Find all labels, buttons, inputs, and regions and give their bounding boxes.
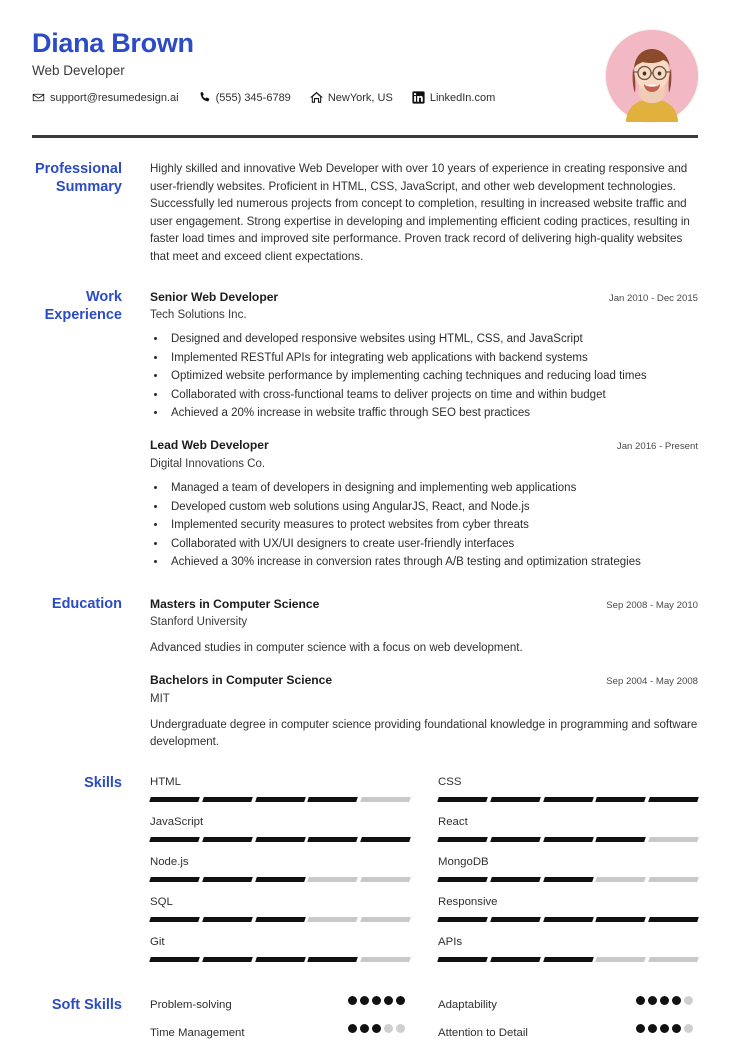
- skill-level-bars: [150, 957, 410, 962]
- soft-skill-level-dot: [684, 996, 693, 1005]
- skill-name: Responsive: [438, 895, 498, 908]
- soft-skill-level-dot: [372, 996, 381, 1005]
- skill-level-bars: [150, 877, 410, 882]
- skill-level-segment: [543, 957, 593, 962]
- contact-email[interactable]: [32, 91, 179, 104]
- skill-level-segment: [255, 837, 305, 842]
- skill-level-bars: [150, 797, 410, 802]
- page-title: Diana Brown: [32, 28, 194, 58]
- skill-level-segment: [255, 877, 305, 882]
- skill-level-segment: [149, 877, 199, 882]
- work-entry-company: Digital Innovations Co.: [150, 457, 266, 470]
- list-item: • Managed a team of developers in designing and implementing web applications: [167, 480, 698, 497]
- soft-skill-level-dot: [684, 1024, 693, 1033]
- section-label-education: Education: [51, 595, 122, 612]
- education-entry-description: Advanced studies in computer science with a focus on web development.: [150, 642, 523, 655]
- work-entry-company: Tech Solutions Inc.: [150, 309, 247, 322]
- soft-skill-level-dot: [648, 1024, 657, 1033]
- skill-name: React: [438, 815, 468, 828]
- work-entry-head: [150, 288, 698, 306]
- skill-level-segment: [490, 957, 540, 962]
- education-body: [150, 595, 698, 752]
- job-title: Web Developer: [32, 63, 125, 79]
- soft-skill-level-dots: [636, 996, 698, 1005]
- soft-skill-level-dot: [648, 996, 657, 1005]
- skills-grid: [150, 774, 698, 975]
- education-entry-school: Stanford University: [150, 615, 248, 628]
- education-entry-description: Undergraduate degree in computer science providing foundational knowledge in programming and software development.: [150, 719, 698, 749]
- skill-level-segment: [360, 797, 410, 802]
- soft-skill-item: [438, 1024, 698, 1042]
- header-text-block: [32, 28, 592, 104]
- soft-skill-level-dot: [672, 1024, 681, 1033]
- skill-level-segment: [437, 957, 487, 962]
- skill-level-segment: [149, 957, 199, 962]
- skill-level-bars: [150, 837, 410, 842]
- list-item: • Achieved a 30% increase in conversion rates through A/B testing and optimization strategies: [167, 554, 698, 571]
- skill-level-segment: [490, 877, 540, 882]
- section-label-skills: Skills: [84, 774, 122, 791]
- skill-level-bars: [150, 917, 410, 922]
- soft-skill-level-dot: [360, 996, 369, 1005]
- soft-skill-level-dots: [636, 1024, 698, 1033]
- skill-level-segment: [308, 797, 358, 802]
- soft-skill-level-dot: [660, 996, 669, 1005]
- soft-skill-level-dot: [672, 996, 681, 1005]
- skill-level-segment: [648, 917, 698, 922]
- skill-level-segment: [490, 917, 540, 922]
- skill-level-segment: [308, 917, 358, 922]
- skill-name: CSS: [438, 775, 462, 788]
- skill-level-segment: [360, 877, 410, 882]
- soft-skill-name: Adaptability: [438, 999, 497, 1012]
- skill-level-segment: [543, 917, 593, 922]
- section-education: [32, 595, 698, 752]
- work-entry: [150, 288, 698, 423]
- skill-level-segment: [596, 837, 646, 842]
- phone-icon: [198, 91, 211, 104]
- soft-skill-level-dot: [636, 996, 645, 1005]
- skill-level-segment: [543, 797, 593, 802]
- soft-skill-level-dot: [384, 1024, 393, 1033]
- skill-level-segment: [360, 917, 410, 922]
- education-entry: [150, 671, 698, 751]
- section-soft-skills: [32, 996, 698, 1052]
- soft-skill-level-dots: [348, 1024, 410, 1033]
- soft-skill-level-dot: [372, 1024, 381, 1033]
- skill-level-segment: [490, 837, 540, 842]
- avatar-photo: [606, 30, 698, 122]
- contact-linkedin-label: LinkedIn.com: [429, 91, 496, 104]
- skill-item: [438, 814, 698, 842]
- section-label-soft-skills: Soft Skills: [51, 997, 122, 1014]
- skill-level-segment: [255, 917, 305, 922]
- contact-location-label: NewYork, US: [327, 91, 393, 104]
- work-entry-date: Jan 2010 - Dec 2015: [608, 292, 698, 304]
- skill-level-segment: [596, 797, 646, 802]
- soft-skill-item: [438, 996, 698, 1014]
- soft-skill-level-dot: [660, 1024, 669, 1033]
- education-entry-head: [150, 595, 698, 613]
- soft-skill-name: Time Management: [150, 1027, 245, 1040]
- skill-level-segment: [648, 837, 698, 842]
- skill-name: SQL: [150, 895, 173, 908]
- work-body: [150, 288, 698, 573]
- education-entry-date: Sep 2004 - May 2008: [606, 676, 698, 688]
- skill-level-segment: [255, 797, 305, 802]
- skill-name: MongoDB: [438, 855, 489, 868]
- section-skills: [32, 774, 698, 975]
- soft-skill-level-dot: [360, 1024, 369, 1033]
- work-entry: [150, 436, 698, 571]
- skill-level-segment: [648, 957, 698, 962]
- summary-body: [150, 160, 698, 266]
- education-entry-date: Sep 2008 - May 2010: [606, 599, 698, 611]
- skill-item: [438, 774, 698, 802]
- section-professional-summary: [32, 160, 698, 266]
- skills-body: [150, 774, 698, 975]
- soft-skills-body: [150, 996, 698, 1052]
- list-item: • Achieved a 20% increase in website traffic through SEO best practices: [167, 405, 698, 422]
- skill-level-bars: [438, 957, 698, 962]
- summary-text: Highly skilled and innovative Web Developer with over 10 years of experience in creating responsive and user-friendly websites. Proficient in HTML, CSS, JavaScript, and other web development technologies. Successfully led numerous projects from concept to completion, resulting in increased website traffic and user engagement. Strong expertise in developing and implementing efficient coding practices, resulting in faster load times and improved site performance. Proven track record of delivering high-quality websites that meet and exceed client expectations.: [150, 162, 690, 264]
- skill-level-segment: [437, 837, 487, 842]
- skill-level-segment: [202, 877, 252, 882]
- skill-level-bars: [438, 917, 698, 922]
- skill-level-segment: [308, 837, 358, 842]
- skill-level-segment: [437, 917, 487, 922]
- contact-location[interactable]: [310, 91, 393, 104]
- skill-level-segment: [490, 797, 540, 802]
- soft-skill-level-dot: [348, 1024, 357, 1033]
- soft-skill-level-dot: [636, 1024, 645, 1033]
- skill-item: [438, 894, 698, 922]
- skill-level-segment: [543, 837, 593, 842]
- skill-level-segment: [202, 837, 252, 842]
- list-item: • Designed and developed responsive websites using HTML, CSS, and JavaScript: [167, 331, 698, 348]
- contact-phone-label: (555) 345-6789: [215, 91, 291, 104]
- skill-item: [438, 854, 698, 882]
- skill-item: [150, 934, 410, 962]
- skill-level-segment: [437, 797, 487, 802]
- skill-level-segment: [308, 957, 358, 962]
- list-item: • Optimized website performance by implementing caching techniques and reducing load times: [167, 368, 698, 385]
- skill-level-segment: [596, 957, 646, 962]
- contact-email-label: support@resumedesign.ai: [50, 91, 179, 104]
- skill-level-segment: [149, 917, 199, 922]
- skill-level-segment: [596, 917, 646, 922]
- education-entry-title: Bachelors in Computer Science: [150, 673, 333, 688]
- soft-skill-level-dot: [384, 996, 393, 1005]
- skill-level-segment: [437, 877, 487, 882]
- home-icon: [310, 91, 323, 104]
- envelope-icon: [32, 91, 45, 104]
- skill-level-segment: [308, 877, 358, 882]
- education-entry-school: MIT: [150, 692, 170, 705]
- avatar-illustration: [606, 30, 698, 122]
- skill-level-segment: [596, 877, 646, 882]
- work-entry-bullets: [167, 331, 698, 422]
- work-entry-date: Jan 2016 - Present: [616, 441, 698, 453]
- soft-skill-level-dots: [348, 996, 410, 1005]
- list-item: • Collaborated with cross-functional teams to deliver projects on time and within budget: [167, 387, 698, 404]
- list-item: • Implemented RESTful APIs for integrating web applications with backend systems: [167, 350, 698, 367]
- soft-skill-name: Problem-solving: [150, 999, 232, 1012]
- skill-level-segment: [149, 837, 199, 842]
- skill-name: HTML: [150, 775, 182, 788]
- linkedin-icon: [412, 91, 425, 104]
- education-entry-head: [150, 671, 698, 689]
- skill-level-segment: [202, 917, 252, 922]
- skill-level-bars: [438, 877, 698, 882]
- education-entry: [150, 595, 698, 658]
- soft-skills-grid: [150, 996, 698, 1052]
- list-item: • Collaborated with UX/UI designers to create user-friendly interfaces: [167, 536, 698, 553]
- contact-row: [32, 91, 592, 104]
- education-entry-title: Masters in Computer Science: [150, 596, 320, 611]
- skill-level-segment: [648, 797, 698, 802]
- work-entry-bullets: [167, 480, 698, 571]
- skill-item: [438, 934, 698, 962]
- section-label-summary: Professional Summary: [34, 161, 122, 196]
- soft-skill-item: [150, 996, 410, 1014]
- soft-skill-level-dot: [396, 1024, 405, 1033]
- list-item: • Developed custom web solutions using AngularJS, React, and Node.js: [167, 499, 698, 516]
- work-entry-title: Lead Web Developer: [150, 438, 269, 453]
- contact-linkedin[interactable]: [412, 91, 495, 104]
- skill-name: JavaScript: [150, 815, 204, 828]
- skill-level-segment: [255, 957, 305, 962]
- soft-skill-level-dot: [348, 996, 357, 1005]
- skill-level-bars: [438, 837, 698, 842]
- skill-level-segment: [360, 957, 410, 962]
- header-divider: [32, 135, 698, 138]
- list-item: • Implemented security measures to protect websites from cyber threats: [167, 517, 698, 534]
- skill-level-segment: [149, 797, 199, 802]
- skill-name: Git: [150, 936, 165, 949]
- skill-level-segment: [202, 957, 252, 962]
- skill-level-segment: [202, 797, 252, 802]
- skill-item: [150, 774, 410, 802]
- skill-level-bars: [438, 797, 698, 802]
- avatar: [606, 30, 698, 122]
- skill-item: [150, 854, 410, 882]
- resume-header: [32, 0, 698, 122]
- contact-phone[interactable]: [198, 91, 291, 104]
- section-work-experience: [32, 288, 698, 573]
- skill-item: [150, 894, 410, 922]
- skill-level-segment: [648, 877, 698, 882]
- work-entry-head: [150, 436, 698, 454]
- work-entry-title: Senior Web Developer: [150, 289, 279, 304]
- soft-skill-name: Attention to Detail: [438, 1027, 528, 1040]
- skill-level-segment: [360, 837, 410, 842]
- section-label-work: Work Experience: [44, 288, 122, 323]
- soft-skill-item: [150, 1024, 410, 1042]
- skill-level-segment: [543, 877, 593, 882]
- skill-name: Node.js: [150, 855, 189, 868]
- soft-skill-level-dot: [396, 996, 405, 1005]
- skill-item: [150, 814, 410, 842]
- skill-name: APIs: [438, 936, 463, 949]
